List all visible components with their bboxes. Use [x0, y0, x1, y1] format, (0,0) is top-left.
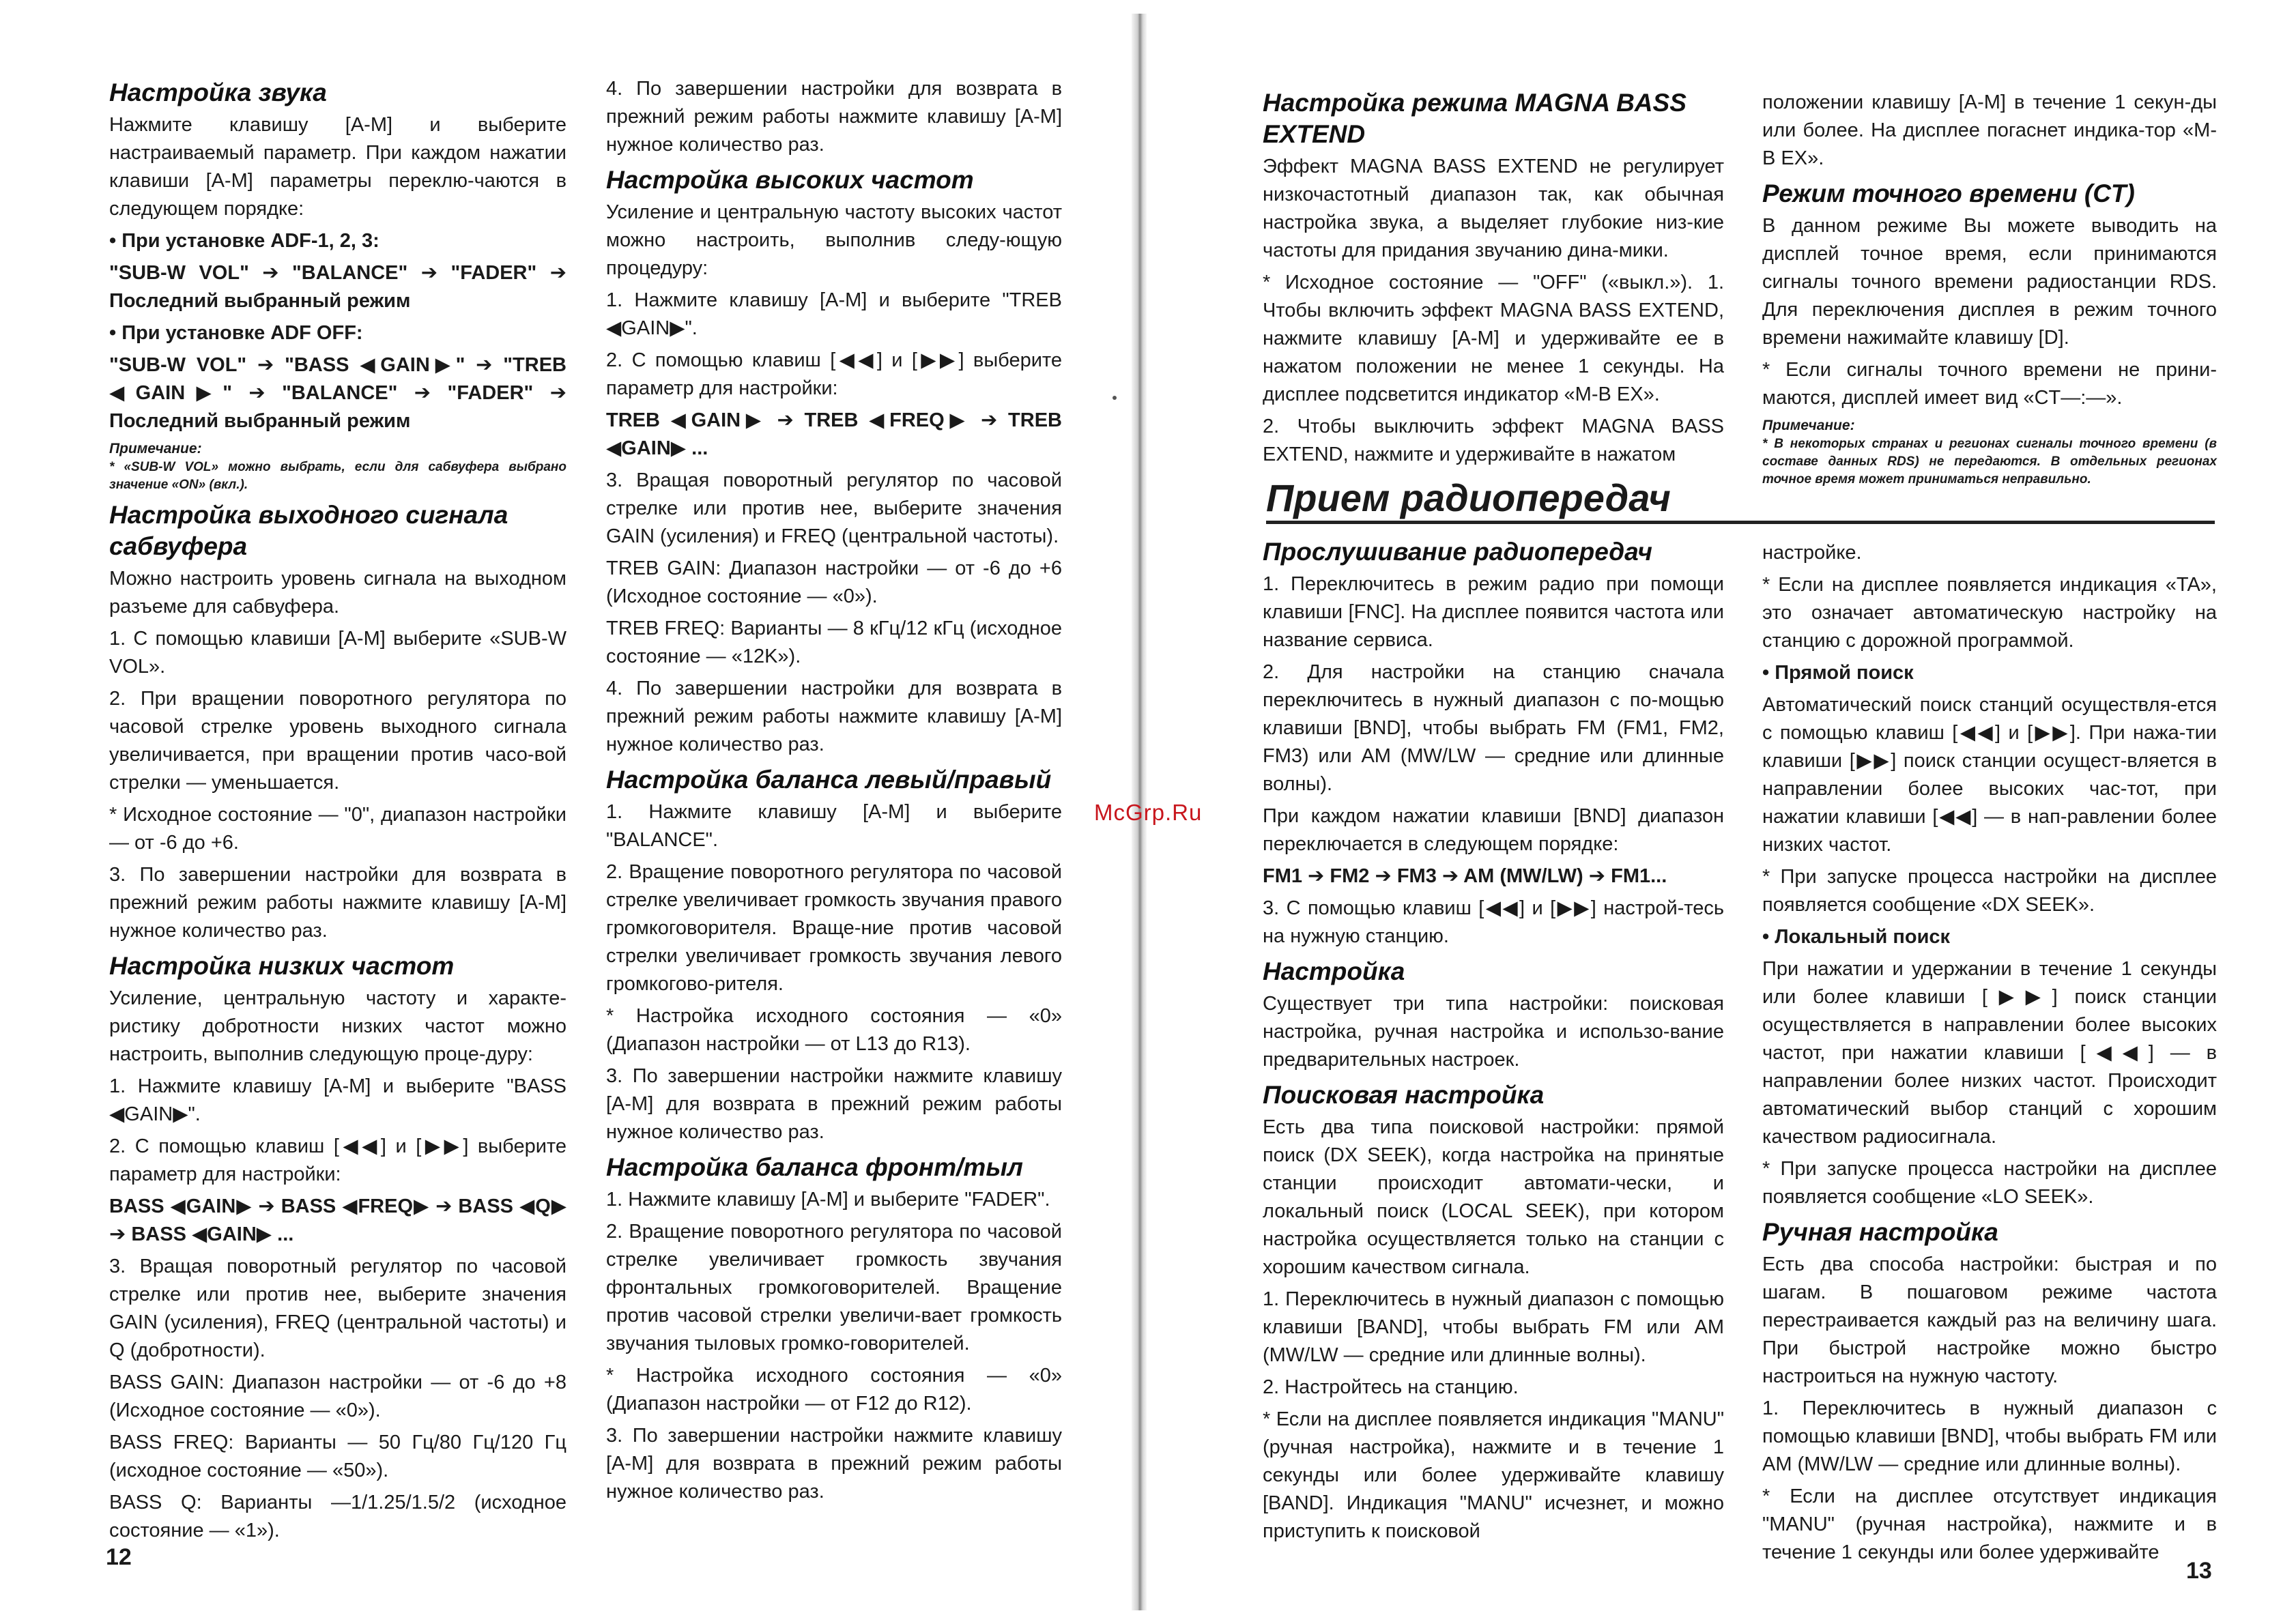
step: 2. Вращение поворотного регулятора по часовой стрелке увеличивает громкость звучания правого громкоговорителя. Враще-ние против часовой стрелки увеличивает громкость звучания левого громкогово-рителя.: [606, 861, 1062, 995]
paragraph: При нажатии и удержании в течение 1 секунды или более клавиши [▶▶] поиск станции осуществляется в направлении более высоких частот, при нажатии клавиши [◀◀] — в направлении более низких частот. Происходит автоматический выбор станций с хорошим качеством радиосигнала.: [1762, 958, 2217, 1148]
bullet-adf-on: • При установке ADF-1, 2, 3:: [109, 230, 379, 252]
note-heading: Примечание:: [109, 441, 202, 456]
watermark: McGrp.Ru: [1094, 800, 1203, 825]
heading-balance: Настройка баланса левый/правый: [606, 766, 1052, 794]
parameter-sequence: TREB ◀GAIN▶ ➔ TREB ◀FREQ▶ ➔ TREB ◀GAIN▶ ...: [606, 409, 1062, 459]
heading-bass: Настройка низких частот: [109, 952, 455, 980]
step: 1. Нажмите клавишу [A-M] и выберите "BASS ◀GAIN▶".: [109, 1075, 566, 1125]
page-number: 13: [2186, 1558, 2212, 1584]
step: 4. По завершении настройки для возврата в прежний режим работы нажмите клавишу [A-M] нужное количество раз.: [606, 678, 1062, 755]
paragraph: Есть два типа поисковой настройки: прямой поиск (DX SEEK), когда настройка на принятые станции происходит автомати-чески, и локальный поиск (LOCAL SEEK), при котором настройка осуществляется только на станции с хорошим качеством сигнала.: [1263, 1116, 1724, 1278]
paragraph: Усиление, центральную частоту и характе-ристику добротности низких частот можно настроить, выполнив следующую проце-дуру:: [109, 987, 566, 1065]
heading-fader: Настройка баланса фронт/тыл: [606, 1153, 1023, 1181]
note-line: * При запуске процесса настройки на дисплее появляется сообщение «LO SEEK».: [1762, 1158, 2217, 1208]
paragraph: Усиление и центральную частоту высоких частот можно настроить, выполнив следу-ющую процедуру:: [606, 201, 1062, 279]
step: 1. С помощью клавиши [A-M] выберите «SUB-W VOL».: [109, 628, 566, 678]
step: 2. С помощью клавиш [◀◀] и [▶▶] выберите параметр для настройки:: [606, 349, 1062, 399]
heading-manual-tuning: Ручная настройка: [1762, 1218, 1998, 1246]
step: 1. Переключитесь в режим радио при помощи клавиши [FNC]. На дисплее появится частота или название сервиса.: [1263, 573, 1724, 651]
left-column-1: [109, 72, 566, 1541]
heading-seek-tuning: Поисковая настройка: [1263, 1081, 1545, 1109]
step: * Исходное состояние — "OFF" («выкл.»). 1. Чтобы включить эффект MAGNA BASS EXTEND, нажмите клавишу [A-M] и удерживайте ее в нажатом положении не менее 1 секунды. На дисплее подсветится индикатор «M-B EX».: [1263, 272, 1724, 405]
note-line: * Настройка исходного состояния — «0» (Диапазон настройки — от L13 до R13).: [606, 1005, 1062, 1055]
step: 3. Вращая поворотный регулятор по часовой стрелке или против нее, выберите значения GAIN (усиления) и FREQ (центральной частоты).: [606, 469, 1062, 547]
step: 4. По завершении настройки для возврата в прежний режим работы нажмите клавишу [A-M] нужное количество раз.: [606, 78, 1062, 156]
heading-tuning: Настройка: [1263, 957, 1405, 985]
step: 1. Нажмите клавишу [A-M] и выберите "BALANCE".: [606, 801, 1062, 851]
spec-line: BASS GAIN: Диапазон настройки — от -6 до +8 (Исходное состояние — «0»).: [109, 1372, 566, 1421]
mode-sequence: "SUB-W VOL" ➔ "BALANCE" ➔ "FADER" ➔ Последний выбранный режим: [109, 262, 566, 312]
step: 2. Чтобы выключить эффект MAGNA BASS EXTEND, нажмите и удерживайте в нажатом: [1263, 416, 1724, 465]
step: 3. По завершении настройки нажмите клавишу [A-M] для возврата в прежний режим работы нужное количество раз.: [606, 1425, 1062, 1503]
note-heading: Примечание:: [1762, 418, 1855, 433]
spec-line: TREB GAIN: Диапазон настройки — от -6 до +6 (Исходное состояние — «0»).: [606, 557, 1062, 607]
note-line: * Если на дисплее появляется индикация «TA», это означает автоматическую настройку на станцию с дорожной программой.: [1762, 574, 2217, 652]
paragraph: положении клавишу [A-M] в течение 1 секун-ды или более. На дисплее погаснет индика-тор «M-B EX».: [1762, 91, 2217, 169]
step: 2. С помощью клавиш [◀◀] и [▶▶] выберите параметр для настройки:: [109, 1135, 566, 1185]
paragraph: При каждом нажатии клавиши [BND] диапазон переключается в следующем порядке:: [1263, 805, 1724, 855]
page-number: 12: [106, 1544, 132, 1570]
step: 1. Нажмите клавишу [A-M] и выберите "TREB ◀GAIN▶".: [606, 289, 1062, 339]
heading-treble: Настройка высоких частот: [606, 166, 974, 194]
right-column-4: [1762, 539, 2217, 1563]
note-line: * Если на дисплее отсутствует индикация "MANU" (ручная настройка), нажмите и в течение 1 секунды или более удерживайте: [1762, 1485, 2217, 1563]
step: 1. Переключитесь в нужный диапазон с помощью клавиши [BAND], чтобы выбрать FM или AM (MW/LW — средние или длинные волны).: [1263, 1288, 1724, 1366]
right-column-2: [1762, 89, 2217, 487]
heading-clock-time: Режим точного времени (CT): [1762, 179, 2135, 207]
step: 3. С помощью клавиш [◀◀] и [▶▶] настрой-тесь на нужную станцию.: [1263, 897, 1724, 947]
note-text: * «SUB-W VOL» можно выбрать, если для сабвуфера выбрано значение «ON» (вкл.).: [109, 460, 566, 492]
paragraph: Можно настроить уровень сигнала на выходном разъеме для сабвуфера.: [109, 568, 566, 618]
note-line: * Настройка исходного состояния — «0» (Диапазон настройки — от F12 до R12).: [606, 1365, 1062, 1415]
step: 2. Вращение поворотного регулятора по часовой стрелке увеличивает громкость звучания фронтальных громкоговорителей. Вращение против часовой стрелки увеличи-вает громкость звучания тыловых громко-говорителей.: [606, 1221, 1062, 1354]
step: 3. По завершении настройки для возврата в прежний режим работы нажмите клавишу [A-M] нужное количество раз.: [109, 864, 566, 942]
bullet-direct-seek: • Прямой поиск: [1762, 662, 1914, 684]
left-column-2: [606, 75, 1062, 1549]
heading-radio-listening: Прослушивание радиопередач: [1263, 538, 1652, 566]
spec-line: BASS FREQ: Варианты — 50 Гц/80 Гц/120 Гц (исходное состояние — «50»).: [109, 1432, 566, 1481]
paragraph: Существует три типа настройки: поисковая настройка, ручная настройка и использо-вание предварительных настроек.: [1263, 993, 1724, 1071]
note-text: * В некоторых странах и регионах сигналы точного времени (в составе данных RDS) не передаются. В отдельных регионах точное время может приниматься неправильно.: [1762, 437, 2217, 487]
paragraph: Автоматический поиск станций осуществля-ется с помощью клавиш [◀◀] и [▶▶]. При нажа-тии клавиши [▶▶] поиск станции осущест-вляется в направлении более высоких час-тот, при нажатии клавиши [◀◀] — в нап-равлении более низких частот.: [1762, 694, 2217, 856]
band-sequence: FM1 ➔ FM2 ➔ FM3 ➔ AM (MW/LW) ➔ FM1...: [1263, 865, 1667, 887]
paragraph: В данном режиме Вы можете выводить на дисплей точное время, если принимаются сигналы точного времени радиостанции RDS. Для переключения дисплея в режим точного времени нажимайте клавишу [D].: [1762, 215, 2217, 349]
section-title: Прием радиопередач: [1266, 476, 2215, 524]
paragraph: настройке.: [1762, 542, 1862, 564]
right-column-1: [1263, 82, 1724, 471]
paragraph: Эффект MAGNA BASS EXTEND не регулирует низкочастотный диапазон так, как обычная настройка звука, а выделяет глубокие низ-кие частоты для придания звучанию дина-мики.: [1263, 156, 1724, 261]
step: 2. Настройтесь на станцию.: [1263, 1376, 1519, 1398]
paragraph: Есть два способа настройки: быстрая и по шагам. В пошаговом режиме частота перестраивается каждый раз на величину шага. При быстрой настройке можно быстро настроиться на нужную частоту.: [1762, 1253, 2217, 1387]
left-page: [0, 0, 1126, 1624]
step: 2. При вращении поворотного регулятора по часовой стрелке уровень выходного сигнала увеличивается, при вращении против часо-вой стрелки — уменьшается.: [109, 688, 566, 794]
spec-line: TREB FREQ: Варианты — 8 кГц/12 кГц (исходное состояние — «12K»).: [606, 618, 1062, 667]
note-line: * Если сигналы точного времени не прини-маются, дисплей имеет вид «CT—:—».: [1762, 359, 2217, 409]
step: 1. Нажмите клавишу [A-M] и выберите "FADER".: [606, 1189, 1050, 1210]
step: 1. Переключитесь в нужный диапазон с помощью клавиши [BND], чтобы выбрать FM или AM (MW/LW — средние или длинные волны).: [1762, 1397, 2217, 1475]
heading-magna-bass: Настройка режима MAGNA BASS EXTEND: [1263, 89, 1687, 148]
spec-line: BASS Q: Варианты —1/1.25/1.5/2 (исходное состояние — «1»).: [109, 1492, 566, 1541]
heading-sound-settings: Настройка звука: [109, 78, 327, 106]
note-line: * Если на дисплее появляется индикация "MANU" (ручная настройка), нажмите и в течение 1 секунды или более удерживайте клавишу [BAND]. Индикация "MANU" исчезнет, и можно приступить к поисковой: [1263, 1408, 1724, 1542]
mode-sequence: "SUB-W VOL" ➔ "BASS ◀GAIN▶" ➔ "TREB ◀GAIN▶" ➔ "BALANCE" ➔ "FADER" ➔ Последний выбранный режим: [109, 354, 566, 432]
bullet-adf-off: • При установке ADF OFF:: [109, 322, 363, 344]
step: 3. По завершении настройки нажмите клавишу [A-M] для возврата в прежний режим работы нужное количество раз.: [606, 1065, 1062, 1143]
note-line: * При запуске процесса настройки на дисплее появляется сообщение «DX SEEK».: [1762, 866, 2217, 916]
heading-subwoofer: Настройка выходного сигнала сабвуфера: [109, 501, 508, 560]
parameter-sequence: BASS ◀GAIN▶ ➔ BASS ◀FREQ▶ ➔ BASS ◀Q▶ ➔ BASS ◀GAIN▶ ...: [109, 1195, 566, 1245]
note-line: * Исходное состояние — "0", диапазон настройки — от -6 до +6.: [109, 804, 566, 854]
right-column-3: [1263, 531, 1724, 1568]
step: 2. Для настройки на станцию сначала переключитесь в нужный диапазон с по-мощью клавиши [BND], чтобы выбрать FM (FM1, FM2, FM3) или AM (MW/LW — средние или длинные волны).: [1263, 661, 1724, 795]
paragraph: Нажмите клавишу [A-M] и выберите настраиваемый параметр. При каждом нажатии клавиши [A-M] параметры переклю-чаются в следующем порядке:: [109, 114, 566, 220]
bullet-local-seek: • Локальный поиск: [1762, 926, 1951, 948]
step: 3. Вращая поворотный регулятор по часовой стрелке или против нее, выберите значения GAIN (усиления), FREQ (центральной частоты) и Q (добротности).: [109, 1256, 566, 1361]
